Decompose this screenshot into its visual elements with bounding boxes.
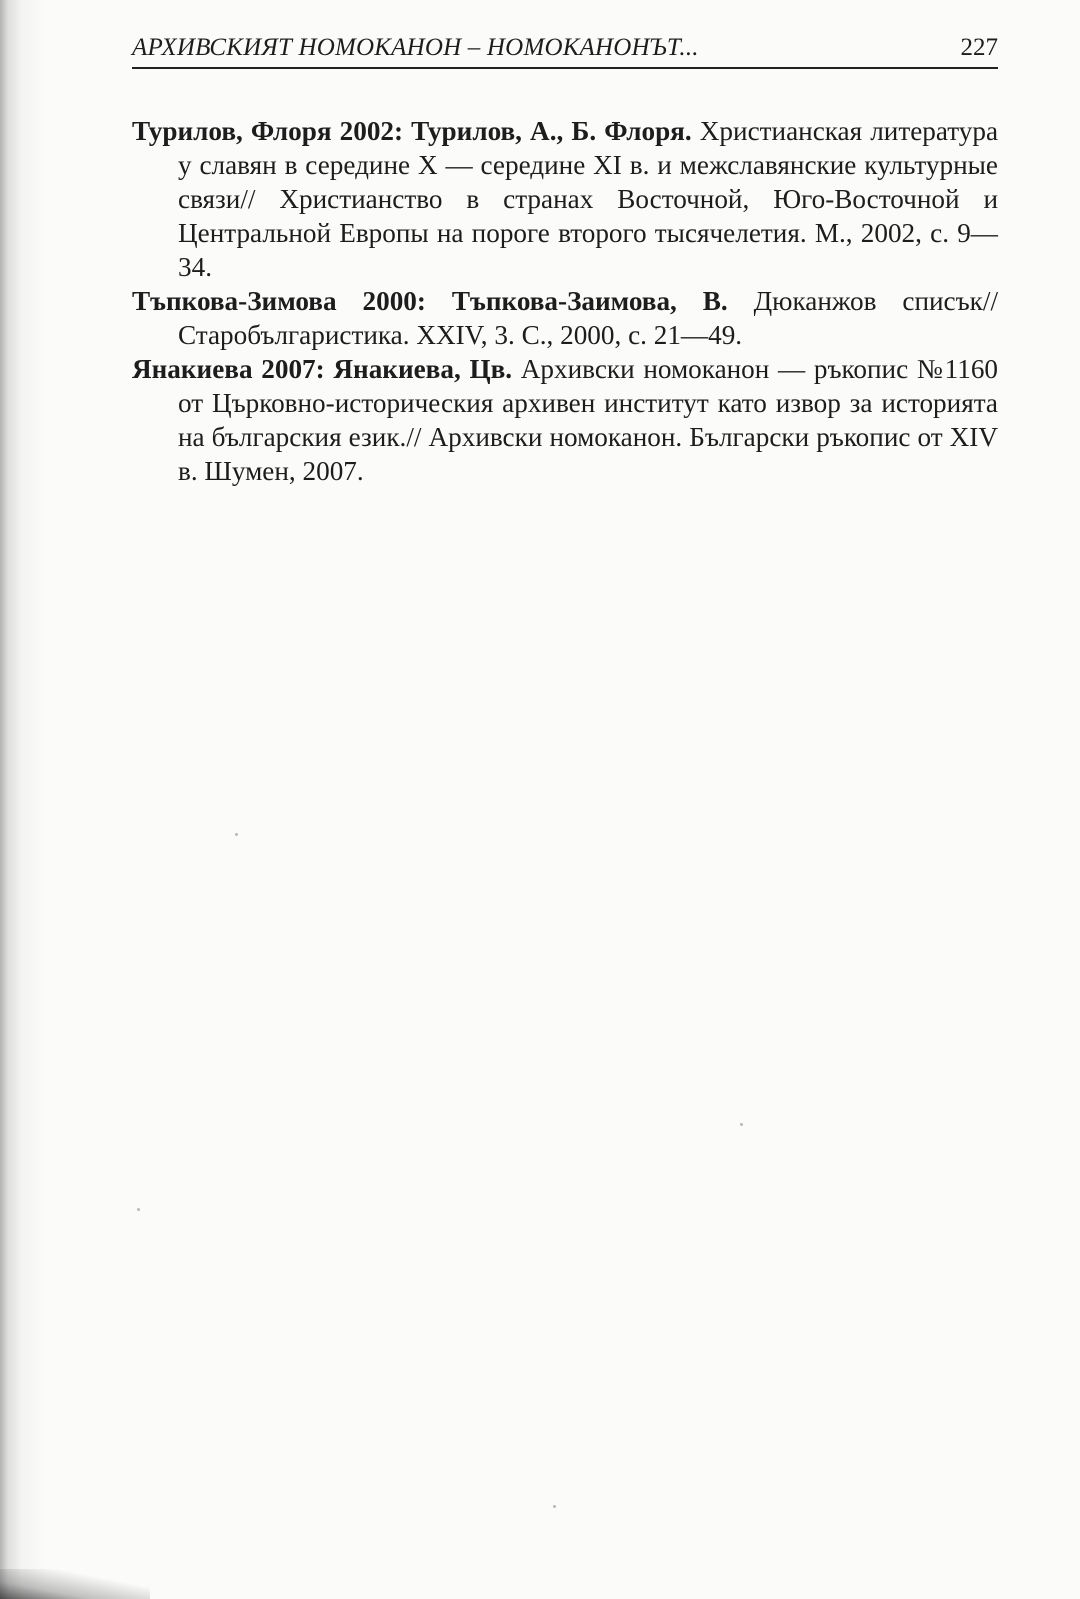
reference-text: Христианская литература у славян в середине X — середине XI в. и межславянские культурные связи// Христианство в странах Восточной, Юго-Восточной и Центральной Европы на пороге второго тысячелетия. М., 2002, с. 9—34. [178,116,999,282]
reference-entry [132,352,998,488]
scan-speck [553,1505,556,1508]
reference-author: Турилов, А., Б. Флоря. [411,116,692,146]
page-number: 227 [960,34,998,61]
reference-entry [132,114,998,284]
reference-author: Тъпкова-Заимова, В. [451,286,728,316]
reference-key: Турилов, Флоря 2002: [132,116,404,146]
header-rule [132,67,998,69]
scan-speck [137,1208,140,1211]
scan-speck [235,833,238,836]
reference-key: Тъпкова-Зимова 2000: [132,286,426,316]
page-header [132,28,998,72]
scan-binding-shadow [0,0,46,1599]
reference-key: Янакиева 2007: [132,354,325,384]
reference-text: Дюканжов списък// Старобългаристика. XXIV, 3. С., 2000, с. 21—49. [178,286,998,350]
scan-corner-shadow [0,1569,150,1599]
reference-text: Архивски номоканон — ръкопис №1160 от Църковно-историческия архивен институт като извор за историята на българския език.// Архивски номоканон. Български ръкопис от XIV в. Шумен, 2007. [178,354,999,486]
running-title: АРХИВСКИЯТ НОМОКАНОН – НОМОКАНОНЪТ... [132,34,699,61]
reference-author: Янакиева, Цв. [333,354,513,384]
scan-speck [740,1123,743,1126]
reference-list [132,114,998,488]
reference-entry [132,284,998,352]
